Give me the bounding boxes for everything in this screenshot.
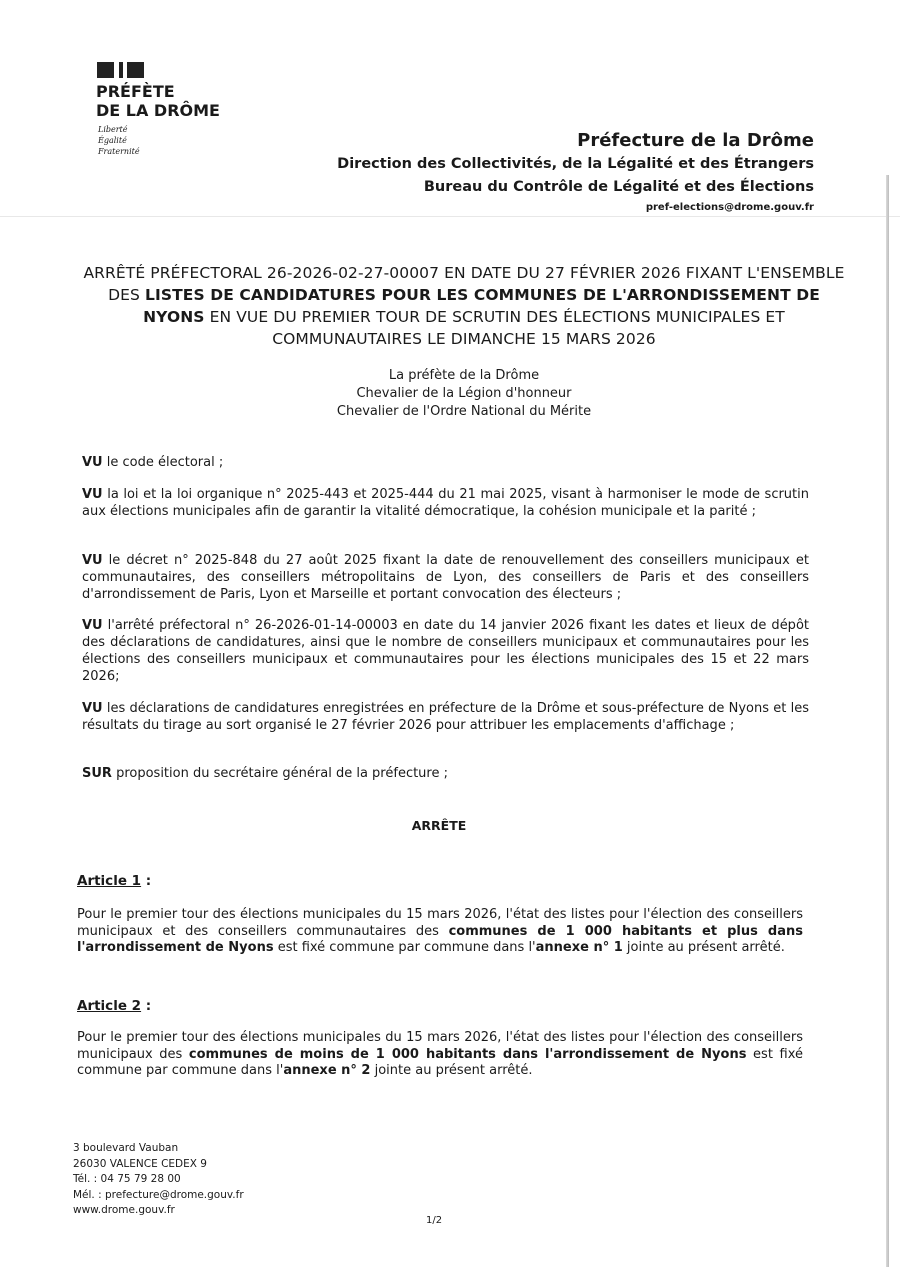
consideration-text: la loi et la loi organique n° 2025-443 et 2025-444 du 21 mai 2025, visant à harmoniser le mode de scrutin aux élections municipales afin de garantir la vitalité démocratique, la cohésion municipale et la parité ;: [82, 487, 809, 519]
article-2-body: [77, 1030, 803, 1080]
prefecture-name-line1: PRÉFÈTE: [96, 82, 175, 101]
title-part-2-bold: LISTES DE CANDIDATURES POUR LES COMMUNES DE L'ARRONDISSEMENT DE NYONS: [143, 286, 820, 326]
consideration-lead: VU: [82, 701, 103, 716]
consideration-6: [82, 765, 809, 782]
footer-street: 3 boulevard Vauban: [73, 1142, 179, 1154]
motto-egalite: Égalité: [98, 136, 127, 145]
page-number: 1/2: [426, 1215, 443, 1226]
letterhead-bureau: Bureau du Contrôle de Légalité et des Élections: [423, 179, 814, 195]
motto-fraternite: Fraternité: [98, 147, 140, 156]
consideration-lead: VU: [82, 618, 103, 633]
prefecture-name: [96, 82, 220, 120]
decree-title: [80, 262, 848, 350]
consideration-lead: VU: [82, 553, 103, 568]
consideration-lead: VU: [82, 487, 103, 502]
article-2-heading: [77, 998, 151, 1014]
consideration-lead: SUR: [82, 766, 112, 781]
article-2-text-2: est fixé commune par commune dans l': [77, 1046, 803, 1078]
title-part-1: ARRÊTÉ PRÉFECTORAL 26-2026-02-27-00007 EN DATE DU 27 FÉVRIER 2026 FIXANT L'ENSEMBLE DES: [83, 264, 845, 304]
consideration-5: [82, 700, 809, 734]
prefecture-name-line2: DE LA DRÔME: [96, 101, 220, 120]
consideration-text: le décret n° 2025-848 du 27 août 2025 fixant la date de renouvellement des conseillers municipaux et communautaires, des conseillers métropolitains de Lyon, des conseillers de Paris et des conseillers d'arrondissement de Paris, Lyon et Marseille et portant convocation des électeurs ;: [82, 553, 809, 602]
header-divider: [0, 216, 900, 217]
letterhead: [337, 129, 814, 216]
article-1-bold-1: communes de 1 000 habitants et plus dans l'arrondissement de Nyons: [77, 923, 804, 955]
footer-address: [73, 1141, 244, 1219]
article-2-bold-1: communes de moins de 1 000 habitants dans l'arrondissement de Nyons: [188, 1046, 747, 1062]
article-1-label: Article 1: [77, 873, 142, 889]
footer-city: 26030 VALENCE CEDEX 9: [73, 1157, 207, 1170]
article-2-text-3: jointe au présent arrêté.: [370, 1063, 533, 1078]
footer-phone: Tél. : 04 75 79 28 00: [73, 1173, 181, 1185]
article-2-bold-2: annexe n° 2: [283, 1063, 371, 1078]
consideration-text: l'arrêté préfectoral n° 26-2026-01-14-00003 en date du 14 janvier 2026 fixant les dates et lieux de dépôt des déclarations de candidatures, ainsi que le nombre de conseillers municipaux et communautaires pour les élections des conseillers municipaux et communautaires pour les élections municipales des 15 et 22 mars 2026;: [82, 618, 809, 684]
signatory-line-3: Chevalier de l'Ordre National du Mérite: [336, 404, 592, 419]
article-2-colon: :: [141, 998, 152, 1014]
consideration-lead: VU: [82, 455, 103, 470]
letterhead-org: Préfecture de la Drôme: [577, 130, 814, 151]
article-1-heading: [77, 873, 151, 889]
republic-motto: [98, 124, 140, 157]
letterhead-direction: Direction des Collectivités, de la Légalité et des Étrangers: [337, 156, 814, 172]
footer-email: Mél. : prefecture@drome.gouv.fr: [73, 1188, 244, 1201]
article-1-body: [77, 907, 803, 957]
consideration-3: [82, 552, 809, 603]
article-1-bold-2: annexe n° 1: [535, 940, 623, 955]
article-1-text-1: Pour le premier tour des élections municipales du 15 mars 2026, l'état des listes pour l'élection des conseillers municipaux et des conseillers communautaires des: [77, 907, 803, 939]
footer-website: www.drome.gouv.fr: [73, 1204, 175, 1216]
signatory-block: [200, 367, 728, 421]
signatory-line-2: Chevalier de la Légion d'honneur: [356, 386, 572, 401]
consideration-text: les déclarations de candidatures enregistrées en préfecture de la Drôme et sous-préfecture de Nyons et les résultats du tirage au sort organisé le 27 février 2026 pour attribuer les emplacements d'affichage ;: [82, 701, 809, 733]
consideration-text: proposition du secrétaire général de la préfecture ;: [111, 766, 448, 781]
article-1-colon: :: [141, 873, 152, 889]
scan-edge: [886, 175, 889, 1267]
decree-heading: ARRÊTE: [411, 818, 467, 833]
consideration-4: [82, 617, 809, 685]
consideration-text: le code électoral ;: [102, 455, 224, 470]
motto-liberte: Liberté: [98, 125, 128, 134]
consideration-1: [82, 454, 809, 471]
letterhead-email: pref-elections@drome.gouv.fr: [645, 202, 814, 213]
article-1-text-3: jointe au présent arrêté.: [622, 940, 785, 955]
article-2-text-1: Pour le premier tour des élections municipales du 15 mars 2026, l'état des listes pour l'élection des conseillers municipaux des: [77, 1030, 803, 1062]
consideration-2: [82, 486, 809, 520]
title-part-3: EN VUE DU PREMIER TOUR DE SCRUTIN DES ÉLECTIONS MUNICIPALES ET COMMUNAUTAIRES LE DIMANCHE 15 MARS 2026: [204, 308, 785, 348]
article-1-text-2: est fixé commune par commune dans l': [273, 940, 536, 955]
signatory-line-1: La préfète de la Drôme: [388, 368, 540, 383]
article-2-label: Article 2: [77, 998, 142, 1014]
marianne-logo: [97, 62, 144, 78]
